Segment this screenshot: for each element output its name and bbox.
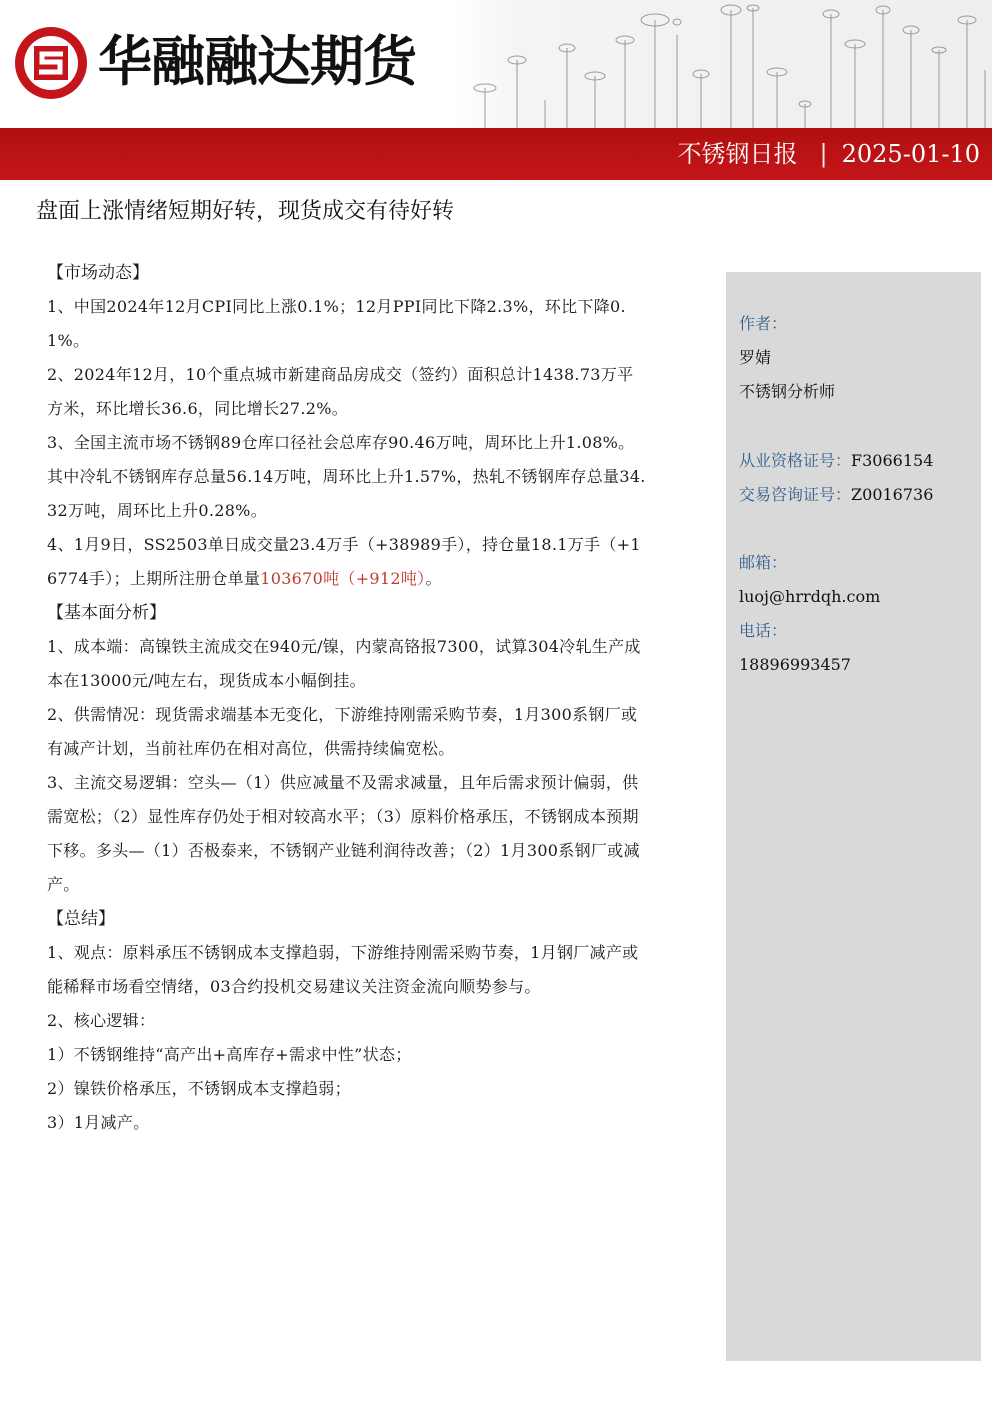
summary-paragraph: 2）镍铁价格承压，不锈钢成本支撑趋弱； — [47, 1079, 351, 1098]
phone-label: 电话： — [739, 621, 788, 640]
email-label: 邮箱： — [739, 553, 788, 572]
qualification-label: 从业资格证号： — [739, 451, 852, 470]
main-content — [47, 256, 647, 1140]
qualification-number: F3066154 — [851, 451, 934, 470]
company-name: 华融融达期货 — [98, 30, 416, 93]
report-type: 不锈钢日报 — [677, 140, 798, 168]
market-paragraph: 2、2024年12月，10个重点城市新建商品房成交（签约）面积总计1438.73万平方米，环比增长36.6，同比增长27.2%。 — [47, 365, 634, 418]
summary-paragraph: 1、观点：原料承压不锈钢成本支撑趋弱，下游维持刚需采购节奏，1月钢厂减产或能稀释市场看空情绪，03合约投机交易建议关注资金流向顺势参与。 — [47, 943, 639, 996]
warrant-volume-highlight: 103670吨（+912吨） — [260, 569, 426, 588]
fundamental-section-title: 【基本面分析】 — [47, 603, 166, 623]
report-header — [0, 0, 992, 128]
author-sidebar — [726, 272, 981, 1361]
consulting-label: 交易咨询证号： — [739, 485, 852, 504]
summary-paragraph: 1）不锈钢维持“高产出+高库存+需求中性”状态； — [47, 1045, 412, 1064]
title-separator: | — [819, 140, 828, 168]
summary-section-title: 【总结】 — [47, 909, 115, 929]
fundamental-paragraph: 2、供需情况：现货需求端基本无变化，下游维持刚需采购节奏，1月300系钢厂或有减产计划，当前社库仍在相对高位，供需持续偏宽松。 — [47, 705, 638, 758]
summary-paragraph: 2、核心逻辑： — [47, 1011, 156, 1030]
author-title: 不锈钢分析师 — [739, 382, 836, 401]
fundamental-paragraph: 1、成本端：高镍铁主流成交在940元/镍，内蒙高铬报7300，试算304冷轧生产成本在13000元/吨左右，现货成本小幅倒挂。 — [47, 637, 641, 690]
report-headline: 盘面上涨情绪短期好转，现货成交有待好转 — [36, 199, 455, 224]
market-section-title: 【市场动态】 — [47, 263, 149, 283]
summary-paragraph: 3）1月减产。 — [47, 1113, 150, 1132]
email-address[interactable]: luoj@hrrdqh.com — [739, 587, 881, 606]
decorative-pattern — [455, 0, 992, 128]
phone-number: 18896993457 — [739, 655, 851, 674]
consulting-line — [739, 483, 933, 507]
company-logo-icon — [12, 24, 90, 102]
author-label: 作者： — [739, 314, 788, 333]
consulting-number: Z0016736 — [851, 485, 934, 504]
qualification-line — [739, 449, 933, 473]
market-paragraph-text: 4、1月9日，SS2503单日成交量23.4万手（+38989手），持仓量18.1万手（+16774手）；上期所注册仓单量 — [47, 535, 641, 588]
report-title-bar — [0, 128, 992, 180]
market-paragraph — [47, 528, 647, 596]
author-name: 罗婧 — [739, 348, 772, 367]
market-paragraph: 1、中国2024年12月CPI同比上涨0.1%；12月PPI同比下降2.3%，环比下降0.1%。 — [47, 297, 626, 350]
market-paragraph-end: 。 — [425, 569, 442, 588]
report-date: 2025-01-10 — [841, 140, 980, 168]
fundamental-paragraph: 3、主流交易逻辑：空头—（1）供应减量不及需求减量，且年后需求预计偏弱，供需宽松；（2）显性库存仍处于相对较高水平；（3）原料价格承压，不锈钢成本预期下移。多头—（1）否极泰来，不锈钢产业链利润待改善；（2）1月300系钢厂或减产。 — [47, 773, 640, 894]
market-paragraph: 3、全国主流市场不锈钢89仓库口径社会总库存90.46万吨，周环比上升1.08%。其中冷轧不锈钢库存总量56.14万吨，周环比上升1.57%，热轧不锈钢库存总量34.32万吨，周环比上升0.28%。 — [47, 433, 646, 520]
